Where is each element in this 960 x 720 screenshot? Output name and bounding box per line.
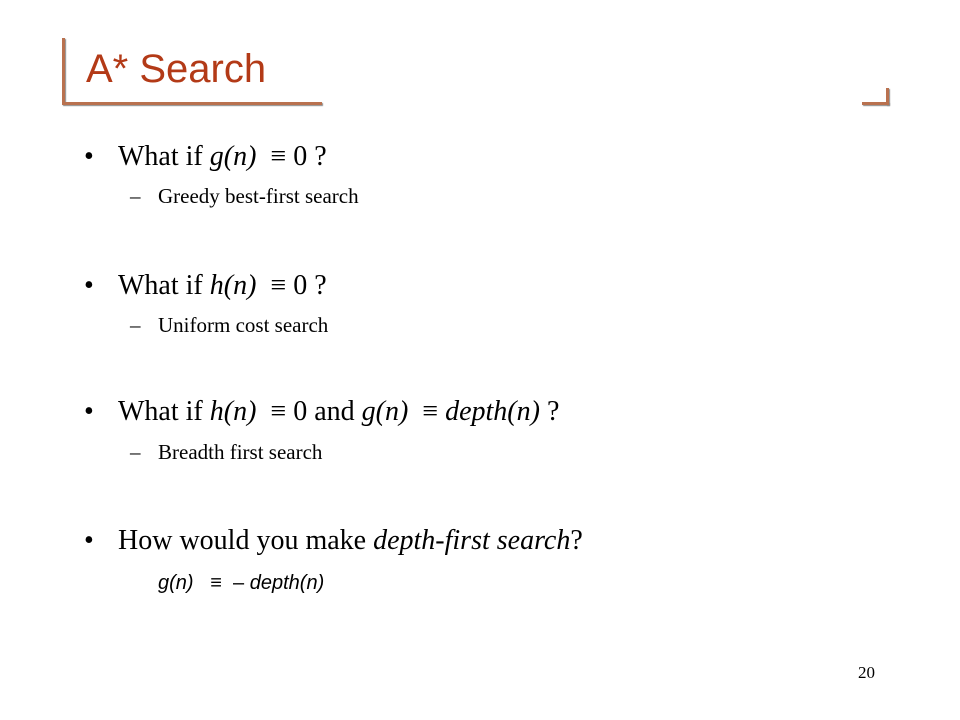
bullet-marker: • — [84, 141, 94, 172]
bullet-text: What if — [118, 270, 210, 301]
equivalence-symbol-2: ≡ — [422, 396, 439, 427]
formula-rhs: depth(n) — [249, 572, 325, 594]
bullet-text: How would you make — [118, 525, 374, 556]
slide-title: A* Search — [86, 47, 267, 91]
bullet-text-end: ? — [570, 525, 583, 556]
bullet-marker: • — [84, 525, 94, 556]
bullet-marker: • — [84, 396, 94, 427]
depth-first-formula — [158, 570, 324, 596]
sub-answer: Greedy best-first search — [158, 184, 359, 208]
sub-answer: Breadth first search — [158, 440, 323, 464]
sub-answer: Uniform cost search — [158, 313, 329, 337]
math-g-of-n: g(n) — [361, 396, 409, 427]
sub-dash-marker: – — [130, 440, 141, 464]
formula-minus-sign: – — [233, 572, 245, 594]
bullet-text-end: 0 ? — [286, 141, 327, 172]
math-h-of-n: h(n) — [209, 396, 257, 427]
bullet-text-end: ? — [539, 396, 560, 427]
bullet-item-1 — [84, 140, 327, 174]
corner-ornament-horizontal — [862, 102, 889, 105]
bullet-text-end: 0 ? — [286, 270, 327, 301]
bullet-item-4 — [84, 524, 583, 558]
math-h-of-n: h(n) — [209, 270, 257, 301]
title-frame-bottom-bar — [62, 102, 322, 105]
bullet-text: What if — [118, 141, 210, 172]
title-frame-left-bar — [62, 38, 65, 104]
math-g-of-n: g(n) — [209, 141, 257, 172]
sub-item-3 — [130, 439, 322, 465]
equivalence-symbol: ≡ — [270, 141, 287, 172]
formula-lhs: g(n) — [158, 572, 194, 594]
sub-item-1 — [130, 183, 359, 209]
bullet-text: What if — [118, 396, 210, 427]
formula-equivalence-symbol: ≡ — [210, 572, 222, 594]
equivalence-symbol: ≡ — [270, 270, 287, 301]
sub-item-2 — [130, 312, 328, 338]
bullet-item-3 — [84, 395, 559, 429]
page-number: 20 — [858, 663, 875, 682]
bullet-text-middle: 0 and — [286, 396, 362, 427]
emphasis-depth-first-search: depth-first search — [373, 525, 571, 556]
sub-dash-marker: – — [130, 313, 141, 337]
bullet-item-2 — [84, 269, 327, 303]
math-depth-of-n: depth(n) — [445, 396, 540, 427]
sub-dash-marker: – — [130, 184, 141, 208]
bullet-marker: • — [84, 270, 94, 301]
equivalence-symbol: ≡ — [270, 396, 287, 427]
